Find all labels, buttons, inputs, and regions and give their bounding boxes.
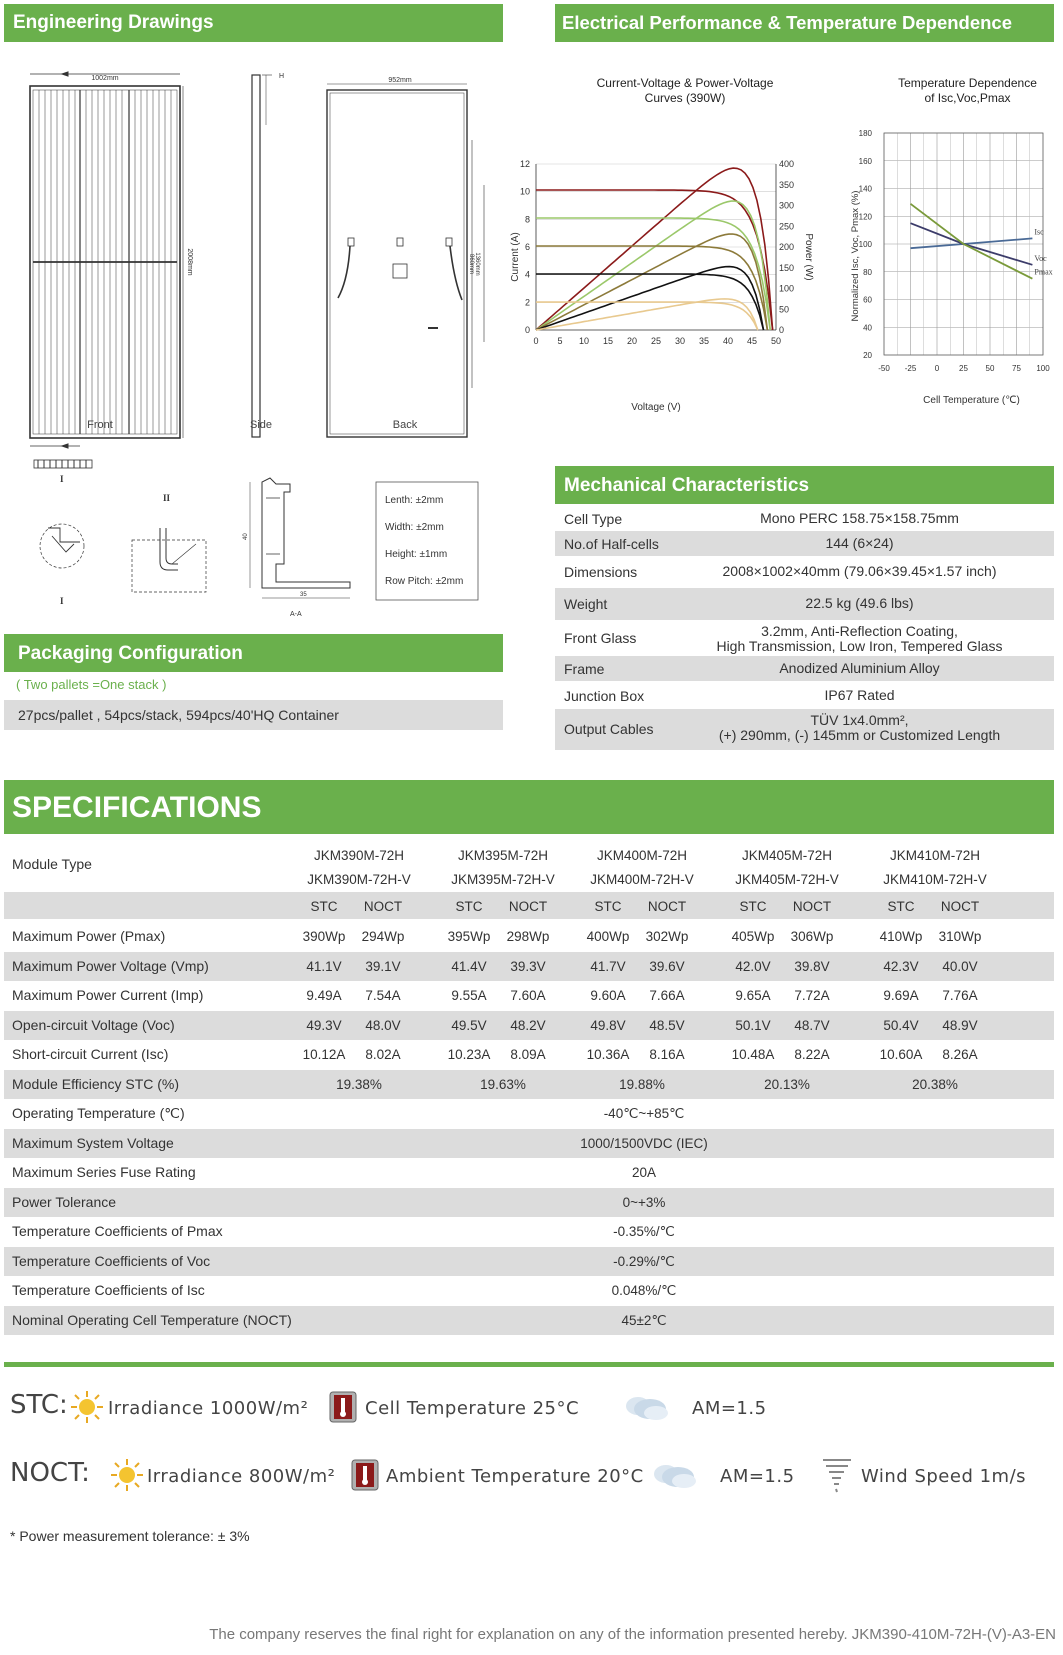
tolerance-length: Lenth: ±2mm xyxy=(385,495,444,506)
spec-row-label: Maximum Power Voltage (Vmp) xyxy=(12,957,209,974)
iv-x-tick-label: 35 xyxy=(698,336,710,346)
stc-value: 41.1V xyxy=(306,958,342,974)
packaging-detail-row xyxy=(4,700,503,730)
noct-value: 7.72A xyxy=(794,988,830,1003)
stc-value: 42.0V xyxy=(735,958,771,974)
spec-row-label: Open-circuit Voltage (Voc) xyxy=(12,1016,175,1033)
stc-value: 41.4V xyxy=(451,958,487,974)
stc-value: 49.3V xyxy=(306,1017,342,1033)
mech-value: 2008×1002×40mm (79.06×39.45×1.57 inch) xyxy=(722,563,997,579)
temp-x-tick-label: 100 xyxy=(1036,364,1050,373)
detail-ii-label: II xyxy=(163,493,171,503)
stc-col-4: STC xyxy=(739,899,767,914)
mech-value-line1: 3.2mm, Anti-Reflection Coating, xyxy=(761,623,958,639)
spec-row xyxy=(4,1099,1054,1128)
mech-row-half-cells xyxy=(555,531,1054,556)
mech-row-frame xyxy=(555,656,1054,681)
iv-y2-tick-label: 150 xyxy=(779,262,795,273)
spec-row-value: -0.29%/℃ xyxy=(613,1253,675,1269)
pv-curve-800Wm xyxy=(536,201,770,330)
iv-chart-title-line1: Current-Voltage & Power-Voltage xyxy=(596,76,774,90)
temp-series-label: Isc xyxy=(1034,227,1044,237)
iv-chart-title-line2: Curves (390W) xyxy=(644,91,726,105)
mech-key: Weight xyxy=(564,596,608,612)
footer-disclaimer: The company reserves the final right for explanation on any of the information presented hereby. JKM390-410M-72H-(V)-A3-EN xyxy=(209,1626,1056,1643)
spec-row-value: 20A xyxy=(631,1165,657,1180)
iv-y-axis-label: Current (A) xyxy=(510,232,521,282)
stc-col-2: STC xyxy=(455,899,483,914)
temp-y-axis-label: Normalized Isc, Voc, Pmax (%) xyxy=(850,190,861,322)
tolerance-row-pitch: Row Pitch: ±2mm xyxy=(385,576,464,587)
noct-value: 7.66A xyxy=(649,988,685,1003)
stc-value: 9.65A xyxy=(735,988,771,1003)
noct-value: 306Wp xyxy=(790,929,834,944)
mech-row-dimensions xyxy=(555,556,1054,588)
noct-ambient: Ambient Temperature 20°C xyxy=(386,1466,644,1487)
noct-value: 8.22A xyxy=(794,1047,830,1062)
spec-row xyxy=(4,1188,1054,1217)
efficiency-value: 20.38% xyxy=(912,1076,958,1092)
module-type-label: Module Type xyxy=(12,856,92,872)
front-label: Front xyxy=(87,419,113,431)
spec-row-label: Temperature Coefficients of Isc xyxy=(12,1282,205,1298)
temp-x-tick-label: -50 xyxy=(878,364,890,373)
spec-row-label: Temperature Coefficients of Voc xyxy=(12,1252,211,1269)
noct-value: 8.02A xyxy=(365,1047,401,1062)
model-col-5 xyxy=(860,844,1010,892)
spec-model-row xyxy=(4,836,1054,892)
temp-y-tick-label: 180 xyxy=(858,129,872,138)
section-label: A-A xyxy=(290,611,302,618)
mech-key: Junction Box xyxy=(564,688,645,704)
iv-x-tick-label: 40 xyxy=(722,336,734,346)
spec-row-label: Module Efficiency STC (%) xyxy=(12,1075,180,1092)
mech-row-cell-type xyxy=(555,506,1054,531)
model-name: JKM390M-72H xyxy=(313,848,405,863)
noct-value: 8.16A xyxy=(649,1047,685,1062)
stc-value: 42.3V xyxy=(883,958,919,974)
spec-condition-row xyxy=(4,892,1054,919)
electrical-performance-header: Electrical Performance & Temperature Dependence xyxy=(555,4,1054,42)
temp-series-label: Voc xyxy=(1034,253,1047,263)
stc-value: 405Wp xyxy=(731,929,775,944)
cloud-icon xyxy=(620,1390,672,1424)
iv-y2-tick-label: 400 xyxy=(779,159,795,169)
temp-y-tick-label: 60 xyxy=(863,295,872,305)
mech-value: Mono PERC 158.75×158.75mm xyxy=(760,510,959,526)
mech-value-line2: High Transmission, Low Iron, Tempered Glass xyxy=(716,638,1003,654)
iv-x-tick-label: 30 xyxy=(674,336,686,346)
spec-row xyxy=(4,922,1054,951)
stc-value: 50.1V xyxy=(735,1017,771,1033)
frame-profile-drawing xyxy=(250,478,350,598)
model-col-4 xyxy=(712,844,862,892)
front-width-dim: 1002mm xyxy=(91,75,119,82)
stc-value: 10.48A xyxy=(731,1047,775,1062)
stc-am: AM=1.5 xyxy=(692,1398,767,1419)
iv-y-tick-label: 8 xyxy=(524,214,530,225)
temp-y-tick-label: 40 xyxy=(863,323,872,333)
temp-line-pmax xyxy=(911,204,1033,279)
iv-y2-tick-label: 300 xyxy=(779,200,795,211)
noct-value: 39.6V xyxy=(649,958,685,974)
spec-row-label: Maximum Series Fuse Rating xyxy=(12,1164,196,1180)
iv-y2-axis-label: Power (W) xyxy=(803,233,814,281)
noct-col-1: NOCT xyxy=(363,899,403,914)
iv-y-tick-label: 4 xyxy=(524,269,530,280)
front-view-drawing xyxy=(30,72,183,448)
noct-value: 298Wp xyxy=(506,929,550,944)
model-name-v: JKM400M-72H-V xyxy=(590,872,694,887)
temp-series-label: Pmax xyxy=(1034,267,1053,277)
noct-col-3: NOCT xyxy=(647,899,687,914)
iv-y2-tick-label: 200 xyxy=(779,242,795,252)
spec-row xyxy=(4,1158,1054,1187)
back-label: Back xyxy=(392,419,418,431)
stc-value: 400Wp xyxy=(586,929,630,944)
thermometer-icon xyxy=(328,1390,358,1424)
frame-dim-40: 40 xyxy=(243,533,249,540)
stc-col-1: STC xyxy=(310,899,338,914)
iv-x-tick-label: 10 xyxy=(578,336,590,346)
mech-key: No.of Half-cells xyxy=(564,536,659,552)
iv-pv-chart xyxy=(510,159,858,435)
efficiency-value: 19.63% xyxy=(480,1076,526,1092)
side-h-mark: H xyxy=(279,73,285,80)
model-name: JKM410M-72H xyxy=(889,848,981,863)
noct-value: 7.54A xyxy=(365,988,401,1003)
noct-value: 48.9V xyxy=(942,1017,978,1033)
noct-value: 48.7V xyxy=(794,1017,830,1033)
spec-row-value: -40℃~+85℃ xyxy=(603,1106,685,1121)
back-view-drawing xyxy=(327,84,484,437)
stc-value: 9.49A xyxy=(306,988,342,1003)
stc-value: 49.5V xyxy=(451,1017,487,1033)
back-dim-1: 1360mm xyxy=(474,252,480,276)
mech-value-line2: (+) 290mm, (-) 145mm or Customized Length xyxy=(718,727,1001,743)
temp-y-tick-label: 140 xyxy=(858,184,872,194)
temp-x-tick-label: -25 xyxy=(904,364,917,373)
iv-y-tick-label: 2 xyxy=(524,297,530,308)
stc-col-3: STC xyxy=(594,899,622,914)
stc-irradiance: Irradiance 1000W/m² xyxy=(108,1398,309,1419)
stc-value: 390Wp xyxy=(302,929,346,944)
noct-value: 302Wp xyxy=(645,929,689,944)
stc-value: 9.60A xyxy=(590,988,626,1003)
iv-y2-tick-label: 100 xyxy=(779,283,795,294)
detail-i-label-bottom: I xyxy=(60,596,64,606)
spec-row-label: Power Tolerance xyxy=(12,1193,117,1210)
tornado-icon xyxy=(820,1456,854,1494)
temp-x-tick-label: 75 xyxy=(1012,364,1021,373)
noct-label: NOCT: xyxy=(10,1458,90,1488)
specifications-header: SPECIFICATIONS xyxy=(4,780,1054,834)
spec-row-label: Maximum Power (Pmax) xyxy=(12,928,166,944)
model-col-1 xyxy=(284,844,434,892)
stc-value: 10.12A xyxy=(302,1047,346,1062)
engineering-drawings xyxy=(0,50,520,630)
spec-row xyxy=(4,1247,1054,1276)
packaging-note: ( Two pallets =One stack ) xyxy=(16,677,167,692)
stc-value: 49.8V xyxy=(590,1017,626,1033)
iv-y-tick-label: 12 xyxy=(519,159,530,169)
mech-value: 144 (6×24) xyxy=(825,535,894,551)
noct-value: 8.26A xyxy=(942,1047,978,1062)
temp-x-axis-label: Cell Temperature (℃) xyxy=(923,395,1020,406)
iv-y2-tick-label: 250 xyxy=(779,221,795,232)
stc-value: 10.60A xyxy=(879,1047,923,1062)
iv-x-tick-label: 5 xyxy=(557,336,563,346)
power-tolerance-footnote: * Power measurement tolerance: ± 3% xyxy=(10,1528,250,1544)
spec-row xyxy=(4,1217,1054,1246)
iv-y2-tick-label: 0 xyxy=(779,325,785,335)
stc-conditions xyxy=(10,1390,1050,1430)
tolerance-height: Height: ±1mm xyxy=(385,549,448,560)
spec-row xyxy=(4,1129,1054,1158)
noct-value: 7.60A xyxy=(510,988,546,1003)
mech-row-weight xyxy=(555,588,1054,620)
model-name-v: JKM405M-72H-V xyxy=(735,872,839,887)
noct-value: 39.1V xyxy=(365,958,401,974)
frame-dim-35: 35 xyxy=(300,592,307,598)
model-name-v: JKM395M-72H-V xyxy=(451,872,555,887)
side-label: Side xyxy=(249,419,273,431)
stc-value: 395Wp xyxy=(447,929,491,944)
detail-ii-drawing xyxy=(132,528,206,592)
spec-row xyxy=(4,952,1054,981)
iv-x-tick-label: 25 xyxy=(650,336,662,346)
back-dim-2: 860mm xyxy=(468,253,474,275)
temp-y-tick-label: 80 xyxy=(863,267,872,277)
model-name: JKM400M-72H xyxy=(596,848,688,863)
mechanical-header: Mechanical Characteristics xyxy=(555,466,1054,504)
stc-value: 410Wp xyxy=(879,929,923,944)
iv-x-tick-label: 15 xyxy=(602,336,614,346)
spec-row-label: Nominal Operating Cell Temperature (NOCT) xyxy=(12,1311,292,1328)
stc-value: 10.23A xyxy=(447,1047,491,1062)
mech-key: Frame xyxy=(564,661,605,677)
thermometer-icon xyxy=(350,1458,380,1492)
mech-row-front-glass xyxy=(555,620,1054,656)
noct-am: AM=1.5 xyxy=(720,1466,795,1487)
noct-wind: Wind Speed 1m/s xyxy=(861,1466,1027,1487)
mech-row-output-cables xyxy=(555,709,1054,750)
mech-value xyxy=(665,713,1054,743)
efficiency-value: 19.38% xyxy=(336,1076,382,1092)
iv-x-tick-label: 20 xyxy=(626,336,638,346)
noct-value: 8.09A xyxy=(510,1047,546,1062)
model-col-2 xyxy=(428,844,578,892)
temp-chart-title-line1: Temperature Dependence xyxy=(898,76,1037,90)
spec-row xyxy=(4,1040,1054,1069)
stc-col-5: STC xyxy=(887,899,915,914)
spec-row xyxy=(4,1276,1054,1305)
mech-key: Dimensions xyxy=(564,564,638,580)
iv-y-tick-label: 10 xyxy=(519,186,530,197)
stc-cell-temp: Cell Temperature 25°C xyxy=(365,1398,580,1419)
noct-value: 48.0V xyxy=(365,1017,401,1033)
iv-y-tick-label: 0 xyxy=(524,325,530,335)
temp-x-tick-label: 50 xyxy=(985,364,995,373)
spec-bottom-rule xyxy=(4,1362,1054,1367)
noct-col-2: NOCT xyxy=(508,899,548,914)
efficiency-value: 20.13% xyxy=(764,1076,810,1092)
temp-chart-title xyxy=(880,76,1055,106)
back-width-dim: 952mm xyxy=(388,77,412,84)
spec-row-value: 45±2℃ xyxy=(621,1312,667,1328)
stc-label: STC: xyxy=(10,1390,68,1420)
sun-icon xyxy=(70,1390,104,1424)
mech-key: Cell Type xyxy=(564,511,623,527)
mech-key: Output Cables xyxy=(564,721,654,737)
temp-y-tick-label: 20 xyxy=(863,351,872,360)
stc-value: 10.36A xyxy=(586,1047,630,1062)
noct-value: 48.2V xyxy=(510,1017,546,1033)
temp-x-tick-label: 25 xyxy=(959,364,968,373)
temp-chart-title-line2: of Isc,Voc,Pmax xyxy=(924,91,1011,105)
model-name-v: JKM390M-72H-V xyxy=(307,872,411,887)
iv-x-tick-label: 50 xyxy=(770,336,782,346)
mech-row-junction-box xyxy=(555,681,1054,709)
stc-value: 41.7V xyxy=(590,958,626,974)
noct-col-5: NOCT xyxy=(940,899,980,914)
model-name: JKM405M-72H xyxy=(741,848,833,863)
noct-value: 310Wp xyxy=(938,929,982,944)
noct-value: 48.5V xyxy=(649,1017,685,1033)
stc-value: 9.69A xyxy=(883,988,919,1003)
spec-row-value: -0.35%/℃ xyxy=(613,1224,675,1239)
sun-icon xyxy=(110,1458,144,1492)
noct-irradiance: Irradiance 800W/m² xyxy=(147,1466,336,1487)
temp-y-tick-label: 100 xyxy=(858,240,872,249)
stc-value: 50.4V xyxy=(883,1017,919,1033)
temp-y-tick-label: 160 xyxy=(858,156,872,166)
mech-value xyxy=(665,624,1054,654)
mech-value: Anodized Aluminium Alloy xyxy=(779,660,940,676)
temp-x-tick-label: 0 xyxy=(934,364,940,373)
efficiency-value: 19.88% xyxy=(619,1076,665,1092)
side-view-drawing xyxy=(252,75,272,437)
spec-row xyxy=(4,1306,1054,1335)
engineering-drawings-header: Engineering Drawings xyxy=(4,4,503,42)
stc-value: 9.55A xyxy=(451,988,487,1003)
model-col-3 xyxy=(567,844,717,892)
noct-value: 39.3V xyxy=(510,958,546,974)
tolerance-width: Width: ±2mm xyxy=(385,522,444,533)
spec-row-efficiency xyxy=(4,1070,1054,1099)
iv-y2-tick-label: 350 xyxy=(779,179,795,190)
detail-i-label-top: I xyxy=(60,474,64,484)
mech-value-line1: TÜV 1x4.0mm², xyxy=(810,712,909,728)
packaging-detail: 27pcs/pallet , 54pcs/stack, 594pcs/40'HQ Container xyxy=(18,707,339,723)
iv-x-tick-label: 0 xyxy=(533,336,539,346)
noct-conditions xyxy=(10,1458,1050,1498)
noct-value: 7.76A xyxy=(942,988,978,1003)
iv-chart-title xyxy=(560,76,810,106)
iv-y-tick-label: 6 xyxy=(524,242,530,252)
spec-row-label: Temperature Coefficients of Pmax xyxy=(12,1223,223,1239)
spec-row-label: Maximum Power Current (Imp) xyxy=(12,987,204,1003)
iv-y2-tick-label: 50 xyxy=(779,304,790,315)
noct-value: 294Wp xyxy=(361,929,405,944)
temp-y-tick-label: 120 xyxy=(858,212,872,222)
iv-x-tick-label: 45 xyxy=(746,336,758,346)
model-name: JKM395M-72H xyxy=(457,848,549,863)
model-name-v: JKM410M-72H-V xyxy=(883,872,987,887)
mech-value: 22.5 kg (49.6 lbs) xyxy=(805,595,914,611)
noct-value: 40.0V xyxy=(942,958,978,974)
packaging-header: Packaging Configuration xyxy=(4,634,503,672)
spec-row-label: Short-circuit Current (Isc) xyxy=(12,1046,169,1062)
noct-col-4: NOCT xyxy=(792,899,832,914)
mech-value: IP67 Rated xyxy=(824,687,895,703)
pv-curve-400Wm xyxy=(536,267,764,330)
spec-row-label: Operating Temperature (℃) xyxy=(12,1105,185,1121)
mech-key: Front Glass xyxy=(564,630,637,646)
spec-row xyxy=(4,981,1054,1010)
temperature-dependence-chart xyxy=(850,130,1060,435)
noct-value: 39.8V xyxy=(794,958,830,974)
spec-row-value: 0~+3% xyxy=(622,1194,666,1210)
spec-row-value: 1000/1500VDC (IEC) xyxy=(580,1135,708,1151)
front-height-dim: 2008mm xyxy=(186,248,193,276)
spec-row-value: 0.048%/℃ xyxy=(611,1283,677,1298)
spec-row-label: Maximum System Voltage xyxy=(12,1134,174,1151)
spec-row xyxy=(4,1011,1054,1040)
iv-x-axis-label: Voltage (V) xyxy=(631,402,681,413)
cloud-icon xyxy=(648,1458,700,1492)
